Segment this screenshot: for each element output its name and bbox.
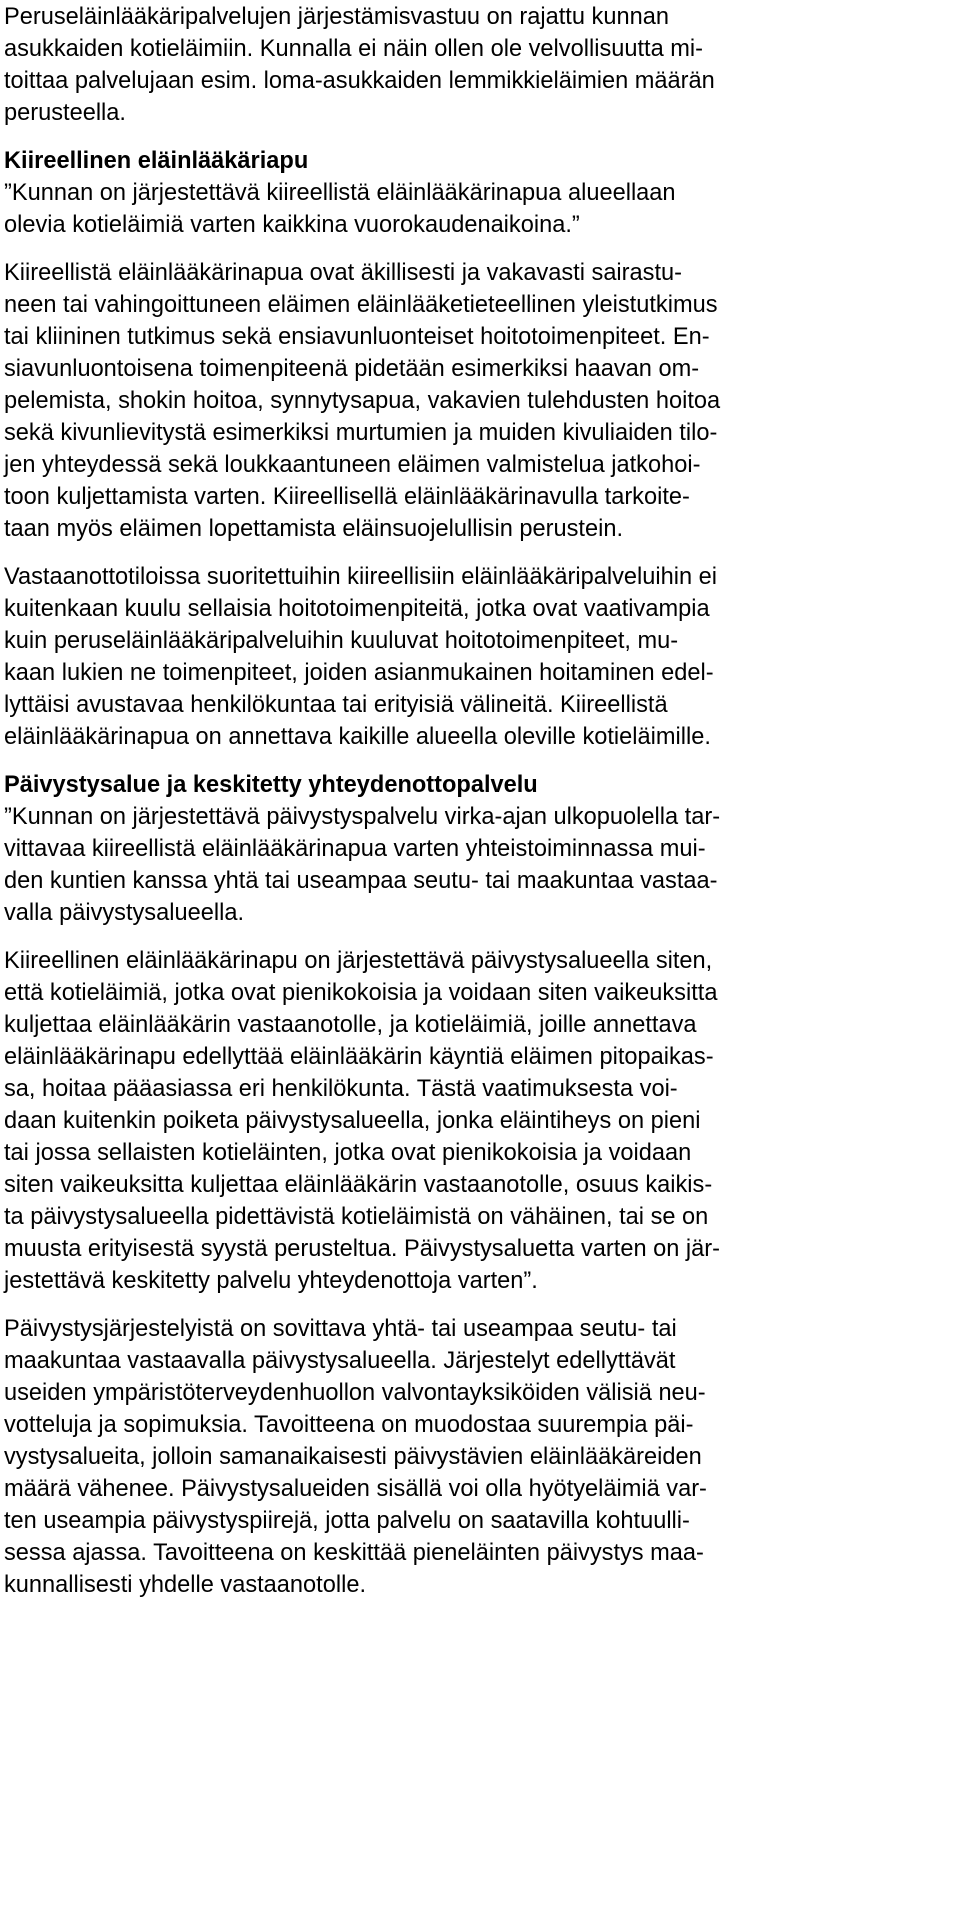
text-line: votteluja ja sopimuksia. Tavoitteena on muodostaa suurempia päi-	[4, 1412, 694, 1438]
text-line: Päivystysjärjestelyistä on sovittava yhtä- tai useampaa seutu- tai	[4, 1316, 677, 1342]
text-line: toittaa palvelujaan esim. loma-asukkaiden lemmikkieläimien määrän	[4, 68, 715, 94]
section-heading: Kiireellinen eläinlääkäriapu	[4, 148, 309, 174]
text-line: eläinlääkärinapu edellyttää eläinlääkärin käyntiä eläimen pitopaikas-	[4, 1044, 714, 1070]
text-line: neen tai vahingoittuneen eläimen eläinlääketieteellinen yleistutkimus	[4, 292, 718, 318]
text-line: Vastaanottotiloissa suoritettuihin kiireellisiin eläinlääkäripalveluihin ei	[4, 564, 718, 590]
text-line: toon kuljettamista varten. Kiireellisellä eläinlääkärinavulla tarkoite-	[4, 484, 690, 510]
text-line: ta päivystysalueella pidettävistä kotieläimistä on vähäinen, tai se on	[4, 1204, 709, 1230]
text-line: siten vaikeuksitta kuljettaa eläinlääkärin vastaanotolle, osuus kaikis-	[4, 1172, 713, 1198]
text-line: Kiireellinen eläinlääkärinapu on järjestettävä päivystysalueella siten,	[4, 948, 713, 974]
text-line: vystysalueita, jolloin samanaikaisesti päivystävien eläinlääkäreiden	[4, 1444, 702, 1470]
text-line: sekä kivunlievitystä esimerkiksi murtumien ja muiden kivuliaiden tilo-	[4, 420, 718, 446]
text-line: jen yhteydessä sekä loukkaantuneen eläimen valmistelua jatkohoi-	[4, 452, 701, 478]
text-line: lyttäisi avustavaa henkilökuntaa tai erityisiä välineitä. Kiireellistä	[4, 692, 668, 718]
text-line: ten useampia päivystyspiirejä, jotta palvelu on saatavilla kohtuulli-	[4, 1508, 690, 1534]
text-line: sa, hoitaa pääasiassa eri henkilökunta. Tästä vaatimuksesta voi-	[4, 1076, 678, 1102]
text-line: tai kliininen tutkimus sekä ensiavunluonteiset hoitotoimenpiteet. En-	[4, 324, 710, 350]
text-line: asukkaiden kotieläimiin. Kunnalla ei näin ollen ole velvollisuutta mi-	[4, 36, 704, 62]
text-line: että kotieläimiä, jotka ovat pienikokoisia ja voidaan siten vaikeuksitta	[4, 980, 718, 1006]
text-line: määrä vähenee. Päivystysalueiden sisällä voi olla hyötyeläimiä var-	[4, 1476, 707, 1502]
text-line: Kiireellistä eläinlääkärinapua ovat äkillisesti ja vakavasti sairastu-	[4, 260, 682, 286]
text-line: kuitenkaan kuulu sellaisia hoitotoimenpiteitä, jotka ovat vaativampia	[4, 596, 710, 622]
text-line: kuin peruseläinlääkäripalveluihin kuuluvat hoitotoimenpiteet, mu-	[4, 628, 679, 654]
text-line: useiden ympäristöterveydenhuollon valvontayksiköiden välisiä neu-	[4, 1380, 706, 1406]
section-heading: Päivystysalue ja keskitetty yhteydenottopalvelu	[4, 772, 538, 798]
text-line: den kuntien kanssa yhtä tai useampaa seutu- tai maakuntaa vastaa-	[4, 868, 718, 894]
text-line: taan myös eläimen lopettamista eläinsuojelullisin perustein.	[4, 516, 624, 542]
text-line: siavunluontoisena toimenpiteenä pidetään esimerkiksi haavan om-	[4, 356, 700, 382]
text-line: ”Kunnan on järjestettävä päivystyspalvelu virka-ajan ulkopuolella tar-	[4, 804, 721, 830]
text-line: jestettävä keskitetty palvelu yhteydenottoja varten”.	[4, 1268, 538, 1294]
text-line: Peruseläinlääkäripalvelujen järjestämisvastuu on rajattu kunnan	[4, 4, 669, 30]
text-line: muusta erityisestä syystä perusteltua. Päivystysaluetta varten on jär-	[4, 1236, 720, 1262]
text-line: kunnallisesti yhdelle vastaanotolle.	[4, 1572, 366, 1598]
text-line: maakuntaa vastaavalla päivystysalueella. Järjestelyt edellyttävät	[4, 1348, 676, 1374]
text-line: valla päivystysalueella.	[4, 900, 244, 926]
text-line: eläinlääkärinapua on annettava kaikille alueella oleville kotieläimille.	[4, 724, 711, 750]
text-line: tai jossa sellaisten kotieläinten, jotka ovat pienikokoisia ja voidaan	[4, 1140, 692, 1166]
text-line: olevia kotieläimiä varten kaikkina vuorokaudenaikoina.”	[4, 212, 580, 238]
text-line: ”Kunnan on järjestettävä kiireellistä eläinlääkärinapua alueellaan	[4, 180, 676, 206]
text-line: perusteella.	[4, 100, 126, 126]
text-line: pelemista, shokin hoitoa, synnytysapua, vakavien tulehdusten hoitoa	[4, 388, 721, 414]
text-line: sessa ajassa. Tavoitteena on keskittää pieneläinten päivystys maa-	[4, 1540, 704, 1566]
text-line: kaan lukien ne toimenpiteet, joiden asianmukainen hoitaminen edel-	[4, 660, 714, 686]
text-line: daan kuitenkin poiketa päivystysalueella, jonka eläintiheys on pieni	[4, 1108, 701, 1134]
text-line: vittavaa kiireellistä eläinlääkärinapua varten yhteistoiminnassa mui-	[4, 836, 706, 862]
text-line: kuljettaa eläinlääkärin vastaanotolle, ja kotieläimiä, joille annettava	[4, 1012, 697, 1038]
